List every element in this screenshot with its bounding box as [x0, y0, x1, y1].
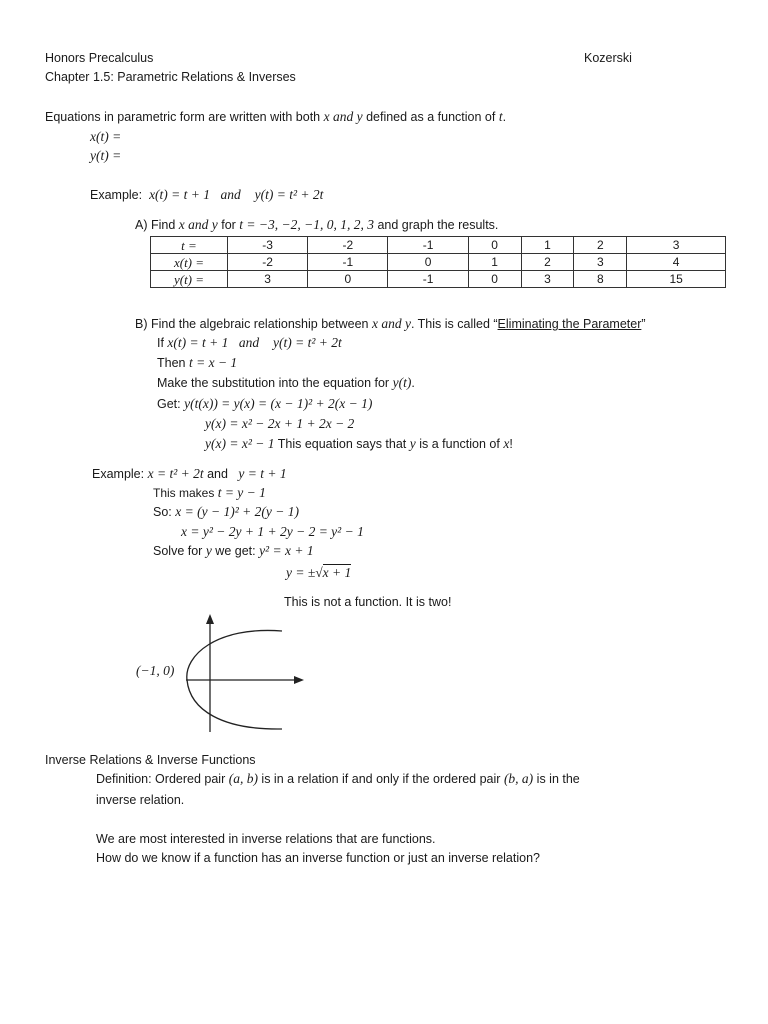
part-b-step2: y(x) = x² − 2x + 1 + 2x − 2	[205, 416, 355, 431]
example2-solve-eq: y² = x + 1	[259, 543, 314, 558]
part-b-suffix: ”	[641, 317, 646, 331]
example2-makes-label: This makes	[153, 486, 218, 500]
table-cell: 15	[627, 271, 726, 288]
example2-and: and	[203, 467, 232, 481]
example1-line	[90, 187, 323, 203]
part-b-then-line	[157, 355, 237, 371]
table-cell: 0	[468, 271, 521, 288]
intro-sentence	[45, 109, 506, 125]
part-a-tvals: t = −3, −2, −1, 0, 1, 2, 3	[239, 217, 374, 232]
teacher-name: Kozerski	[584, 51, 632, 65]
example2-note: This is not a function. It is two!	[284, 595, 452, 609]
example2-solve-var: y	[205, 543, 212, 558]
part-a-mid: for	[217, 218, 240, 232]
example1-y-eq: y(t) = t² + 2t	[254, 187, 324, 202]
part-b-if-x: x(t) = t + 1	[167, 335, 229, 350]
inverse-heading: Inverse Relations & Inverse Functions	[45, 753, 256, 767]
example2-so-eq: x = (y − 1)² + 2(y − 1)	[175, 504, 299, 519]
table-cell: 3	[627, 237, 726, 254]
intro-vars: x and y	[323, 109, 363, 124]
example2-root-line	[286, 565, 351, 581]
part-b-step3-note-x: x	[503, 436, 510, 451]
part-b-if-y: y(t) = t² + 2t	[272, 335, 342, 350]
inverse-def-ab: (a, b)	[228, 771, 258, 786]
intro-lead: Equations in parametric form are written with both	[45, 110, 324, 124]
inverse-interest: We are most interested in inverse relations that are functions.	[96, 832, 436, 846]
part-b-subst-end: .	[411, 376, 415, 390]
table-cell: -2	[228, 254, 308, 271]
example2-solve-mid: we get:	[211, 544, 260, 558]
example2-so-label: So:	[153, 505, 176, 519]
example1-x-eq: x(t) = t + 1	[149, 187, 211, 202]
value-table	[150, 236, 726, 288]
chapter-title: Chapter 1.5: Parametric Relations & Inverses	[45, 70, 296, 84]
example2-label: Example:	[92, 467, 148, 481]
example2-solve-label: Solve for	[153, 544, 206, 558]
part-b-mid: . This is called “	[410, 317, 498, 331]
inverse-def-ba: (b, a)	[503, 771, 534, 786]
table-row	[151, 271, 726, 288]
example1-label: Example:	[90, 188, 143, 202]
example2-x-eq: x = t² + 2t	[147, 466, 204, 481]
table-cell: 2	[521, 254, 574, 271]
part-b-step3-note-a: This equation says that	[274, 437, 410, 451]
xt-definition: x(t) =	[90, 129, 122, 144]
inverse-question: How do we know if a function has an inverse function or just an inverse relation?	[96, 851, 540, 865]
part-b-get-eq: y(t(x)) = y(x) = (x − 1)² + 2(x − 1)	[184, 396, 373, 411]
part-b-step3-note-b: is a function of	[415, 437, 504, 451]
y-axis-arrow-icon	[206, 614, 214, 624]
table-cell: 8	[574, 271, 627, 288]
table-row-label: x(t) =	[151, 254, 228, 271]
inverse-def-c: is in the	[533, 772, 580, 786]
part-a-suffix: and graph the results.	[374, 218, 499, 232]
table-cell: 0	[388, 254, 468, 271]
table-cell: 1	[521, 237, 574, 254]
part-a-prefix: A) Find	[135, 218, 179, 232]
table-row	[151, 237, 726, 254]
table-cell: 1	[468, 254, 521, 271]
part-b-subst-line	[157, 375, 415, 391]
yt-definition: y(t) =	[90, 148, 122, 163]
example2-y-eq: y = t + 1	[238, 466, 287, 481]
inverse-definition-line2: inverse relation.	[96, 793, 185, 807]
x-axis-arrow-icon	[294, 676, 304, 684]
table-cell: 3	[574, 254, 627, 271]
example2-makes-line	[153, 485, 266, 501]
table-cell: -1	[308, 254, 388, 271]
example2-so-line	[153, 504, 299, 520]
intro-end: .	[502, 110, 507, 124]
table-cell: 0	[308, 271, 388, 288]
inverse-def-a: Definition: Ordered pair	[96, 772, 229, 786]
table-cell: 3	[228, 271, 308, 288]
part-b-if-label: If	[157, 336, 168, 350]
part-b-step3-note-end: !	[509, 437, 513, 451]
table-cell: -1	[388, 237, 468, 254]
table-cell: 3	[521, 271, 574, 288]
part-b-if-line	[157, 335, 342, 351]
part-b-get-line	[157, 396, 372, 412]
example2-root-eq: y = ±√	[286, 565, 323, 580]
part-b-prefix: B) Find the algebraic relationship between	[135, 317, 372, 331]
example2-makes-eq: t = y − 1	[217, 485, 266, 500]
part-b-then-eq: t = x − 1	[188, 355, 238, 370]
table-row-label: y(t) =	[151, 271, 228, 288]
intro-mid: defined as a function of	[362, 110, 499, 124]
example2-expand: x = y² − 2y + 1 + 2y − 2 = y² − 1	[181, 524, 364, 539]
inverse-def-b: is in a relation if and only if the ordered pair	[257, 772, 504, 786]
intro-t: t	[498, 109, 503, 124]
part-b-subst-text: Make the substitution into the equation for	[157, 376, 393, 390]
part-b-if-and: and	[238, 335, 260, 350]
table-cell: -2	[308, 237, 388, 254]
part-b-subst-var: y(t)	[392, 375, 412, 390]
example2-solve-line	[153, 543, 314, 559]
part-b-step3-note-y: y	[409, 436, 416, 451]
table-cell: 2	[574, 237, 627, 254]
part-b-get-label: Get:	[157, 397, 185, 411]
table-cell: 0	[468, 237, 521, 254]
table-cell: -1	[388, 271, 468, 288]
part-b-then-label: Then	[157, 356, 189, 370]
table-cell: 4	[627, 254, 726, 271]
course-title: Honors Precalculus	[45, 51, 154, 65]
example2-line	[92, 466, 287, 482]
part-b-vars: x and y	[371, 316, 411, 331]
example1-and: and	[220, 187, 241, 202]
table-cell: -3	[228, 237, 308, 254]
example2-root-arg: x + 1	[322, 565, 352, 580]
part-b-term: Eliminating the Parameter	[497, 317, 642, 331]
part-a-vars: x and y	[178, 217, 218, 232]
table-row	[151, 254, 726, 271]
inverse-definition-line1	[96, 771, 580, 787]
graph-vertex-label: (−1, 0)	[136, 663, 175, 678]
table-row-label: t =	[151, 237, 228, 254]
part-b-step3: y(x) = x² − 1	[205, 436, 275, 451]
part-b-line	[135, 316, 646, 332]
part-b-step3-line	[205, 436, 513, 452]
part-a-line	[135, 217, 498, 233]
